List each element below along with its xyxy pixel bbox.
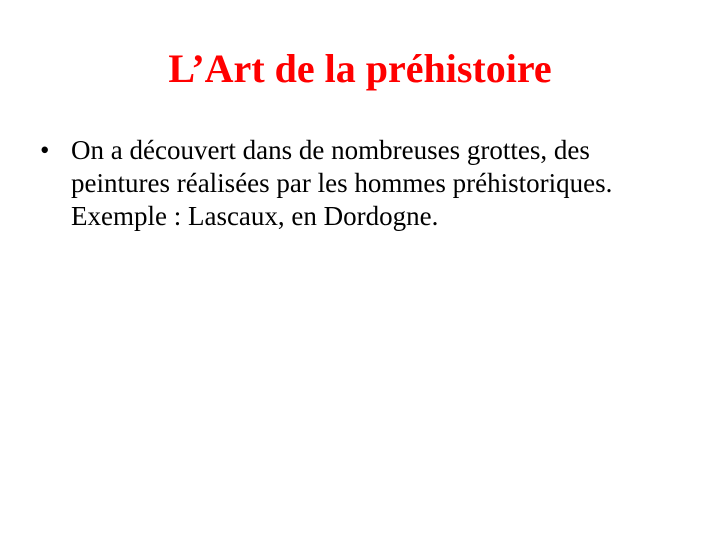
bullet-item bbox=[40, 134, 680, 233]
slide-title: L’Art de la préhistoire bbox=[168, 46, 552, 91]
bullet-list bbox=[40, 134, 680, 233]
bullet-dot-icon: • bbox=[40, 135, 50, 165]
bullet-text: On a découvert dans de nombreuses grottes, des peintures réalisées par les hommes préhistoriques. Exemple : Lascaux, en Dordogne. bbox=[71, 135, 613, 231]
